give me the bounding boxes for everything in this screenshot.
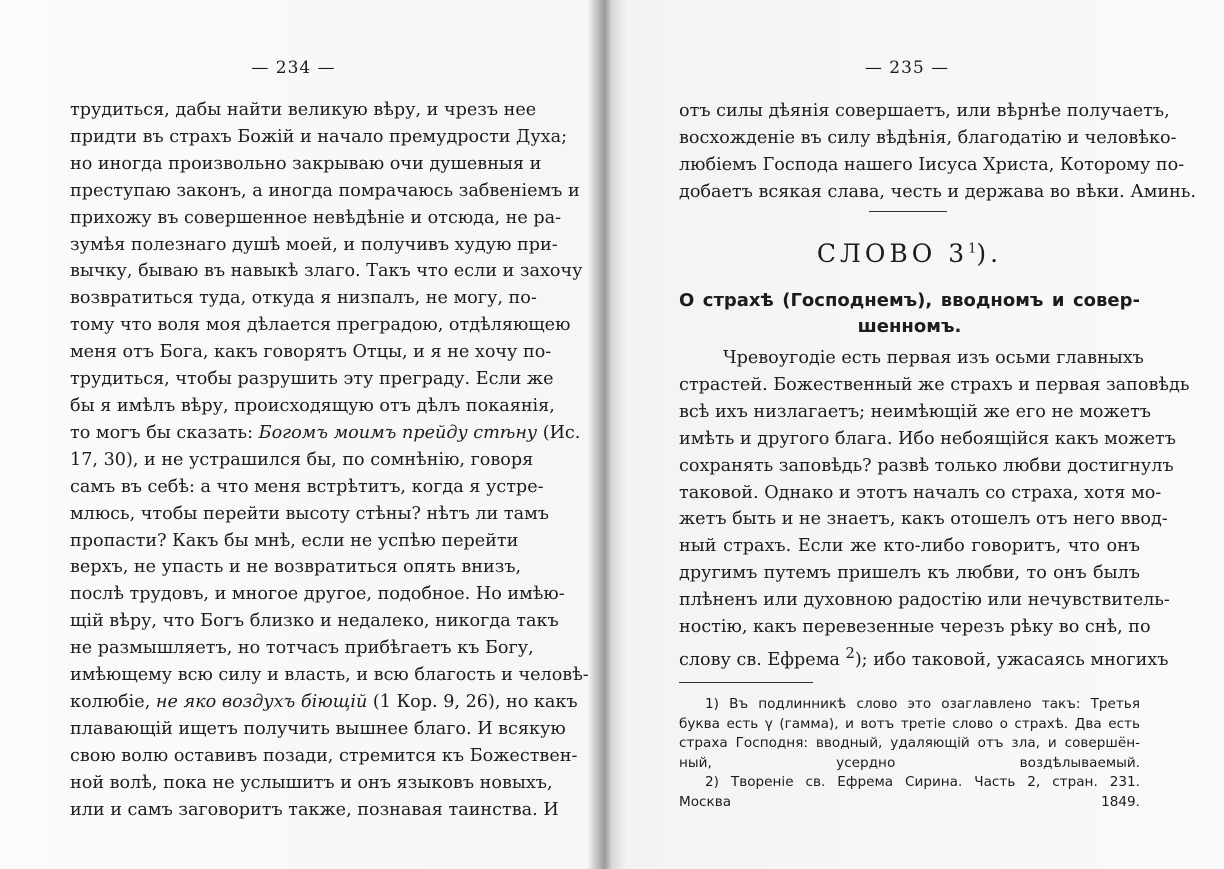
text-run: слову св. Ефрема: [679, 649, 846, 670]
section-divider: [869, 211, 947, 212]
text-run: ); ибо таковой, ужасаясь многихъ: [854, 649, 1169, 670]
footnotes: [679, 695, 1140, 812]
text-line: [679, 641, 1169, 674]
text-run: колюбіе,: [70, 691, 156, 712]
text-line: всѣ ихъ низлагаетъ; неимѣющій же его не можетъ: [679, 401, 1151, 422]
text-line: послѣ трудовъ, и многое другое, подобное. Но имѣю-: [70, 584, 565, 605]
text-line: отъ силы дѣянія совершаетъ, или вѣрнѣе получаетъ,: [679, 101, 1170, 121]
text-line: щій вѣру, что Богъ близко и недалеко, никогда такъ: [70, 611, 559, 632]
footnote-text: Въ подлинникѣ слово это озаглавлено такъ: Третья: [729, 696, 1140, 712]
text-line: верхъ, не упасть и не возвратиться опять внизъ,: [70, 557, 522, 578]
text-run: (Ис.: [537, 422, 581, 443]
left-page: [0, 0, 607, 869]
subtitle-line: О страхѣ (Господнемъ), вводномъ и совер-: [679, 290, 1140, 311]
footnote-mark: 1): [705, 696, 719, 712]
text-line: добаетъ всякая слава, честь и держава во вѣки. Аминь.: [679, 181, 1197, 202]
footnote-1-line: страха Господня: вводный, удаляющій отъ зла, и совершён-: [679, 735, 1140, 751]
text-line: трудиться, дабы найти великую вѣру, и чрезъ нее: [70, 100, 537, 120]
text-line: имѣющему всю силу и власть, и всю благость и человѣ-: [70, 665, 589, 686]
text-line: имѣть и другого блага. Ибо небоящійся какъ можетъ: [679, 428, 1176, 449]
footnote-ref: 1: [968, 241, 977, 257]
footnote-divider: [679, 682, 813, 683]
footnote-1-line: буква есть γ (гамма), и вотъ третіе слово о страхѣ. Два есть: [679, 715, 1140, 732]
text-line: страстей. Божественный же страхъ и первая заповѣдь: [679, 374, 1190, 395]
footnote-text: Твореніе св. Ефрема Сирина. Часть 2, стран. 231.: [730, 774, 1140, 790]
subtitle-line: шенномъ.: [857, 316, 962, 337]
text-line: любіемъ Господа нашего Іисуса Христа, Которому по-: [679, 154, 1185, 175]
text-line: ностію, какъ перевезенные черезъ рѣку во снѣ, по: [679, 617, 1151, 638]
text-line: ный страхъ. Если же кто-либо говоритъ, что онъ: [679, 536, 1140, 557]
chapter-subtitle: [679, 288, 1140, 340]
text-line: плѣненъ или духовною радостію или нечувствитель-: [679, 590, 1170, 611]
text-line: возвратиться туда, откуда я низпалъ, не могу, по-: [70, 288, 537, 309]
right-page: [610, 0, 1224, 869]
text-line: трудиться, чтобы разрушить эту преграду. Если же: [70, 369, 554, 390]
text-line: пропасти? Какъ бы мнѣ, если не успѣю перейти: [70, 530, 519, 551]
footnote-ref: 2: [845, 644, 855, 662]
footnote-1-line: ный, усердно воздѣлываемый.: [679, 754, 1140, 771]
text-line: [70, 420, 581, 447]
text-line: меня отъ Бога, какъ говорятъ Отцы, и я не хочу по-: [70, 342, 552, 363]
text-line: плавающій ищетъ получить вышнее благо. И всякую: [70, 718, 566, 739]
text-line: прихожу въ совершенное невѣдѣніе и отсюда, не ра-: [70, 207, 562, 228]
text-line: таковой. Однако и этотъ началъ со страха, хотя мо-: [679, 482, 1162, 503]
text-line: ной волѣ, пока не услышитъ и онъ языковъ новыхъ,: [70, 772, 553, 793]
text-line: Чревоугодіе есть первая изъ осьми главныхъ: [723, 348, 1144, 368]
text-line: 17, 30), и не устрашился бы, по сомнѣнію, говоря: [70, 449, 534, 470]
text-line: [70, 689, 578, 716]
chapter-title-text: СЛОВО 3: [816, 239, 969, 268]
chapter-title-close: ).: [976, 239, 1003, 268]
scripture-quote: не яко воздухъ біющій: [155, 691, 368, 712]
text-line: самъ въ себѣ: а что меня встрѣтитъ, когда я устре-: [70, 476, 544, 497]
chapter-title: [679, 239, 1140, 268]
text-line: не размышляетъ, но тотчасъ прибѣгаетъ къ Богу,: [70, 638, 534, 659]
right-page-top-text: [679, 98, 1197, 206]
text-line: тому что воля моя дѣлается преградою, отдѣляющею: [70, 315, 571, 336]
text-line: восхожденіе въ силу вѣдѣнія, благодатію и человѣко-: [679, 127, 1177, 148]
left-page-text: [70, 97, 589, 823]
footnote-1-line: [679, 695, 1140, 715]
page-number-right: — 235 —: [864, 58, 950, 78]
text-line: свою волю оставивъ позади, стремится къ Божествен-: [70, 745, 578, 766]
text-line: другимъ путемъ пришелъ къ любви, то онъ былъ: [679, 563, 1140, 584]
text-line: жетъ быть и не знаетъ, какъ отошелъ отъ него ввод-: [679, 509, 1168, 530]
text-run: то могъ бы сказать:: [70, 422, 259, 443]
footnote-mark: 2): [705, 774, 719, 790]
text-line: млюсь, чтобы перейти высоту стѣны? нѣтъ ли тамъ: [70, 503, 549, 524]
text-line: бы я имѣлъ вѣру, происходящую отъ дѣлъ покаянія,: [70, 395, 555, 416]
footnote-2-line: [679, 773, 1140, 793]
text-line: сохранять заповѣдь? развѣ только любви достигнулъ: [679, 455, 1174, 476]
text-line: придти въ страхъ Божій и начало премудрости Духа;: [70, 126, 568, 147]
text-line: преступаю законъ, а иногда помрачаюсь забвеніемъ и: [70, 180, 580, 201]
text-line: зумѣя полезнаго душѣ моей, и получивъ худую при-: [70, 234, 558, 255]
text-run: (1 Кор. 9, 26), но какъ: [367, 691, 578, 712]
right-page-body-text: [679, 345, 1190, 674]
text-line: или и самъ заговоритъ также, познавая таинства. И: [70, 799, 559, 820]
footnote-2-line: Москва 1849.: [679, 793, 1140, 810]
text-line: вычку, бываю въ навыкѣ злаго. Такъ что если и захочу: [70, 261, 583, 282]
text-line: но иногда произвольно закрываю очи душевныя и: [70, 153, 542, 174]
page-number-left: — 234 —: [251, 58, 336, 78]
scripture-quote: Богомъ моимъ прейду стѣну: [258, 422, 538, 443]
